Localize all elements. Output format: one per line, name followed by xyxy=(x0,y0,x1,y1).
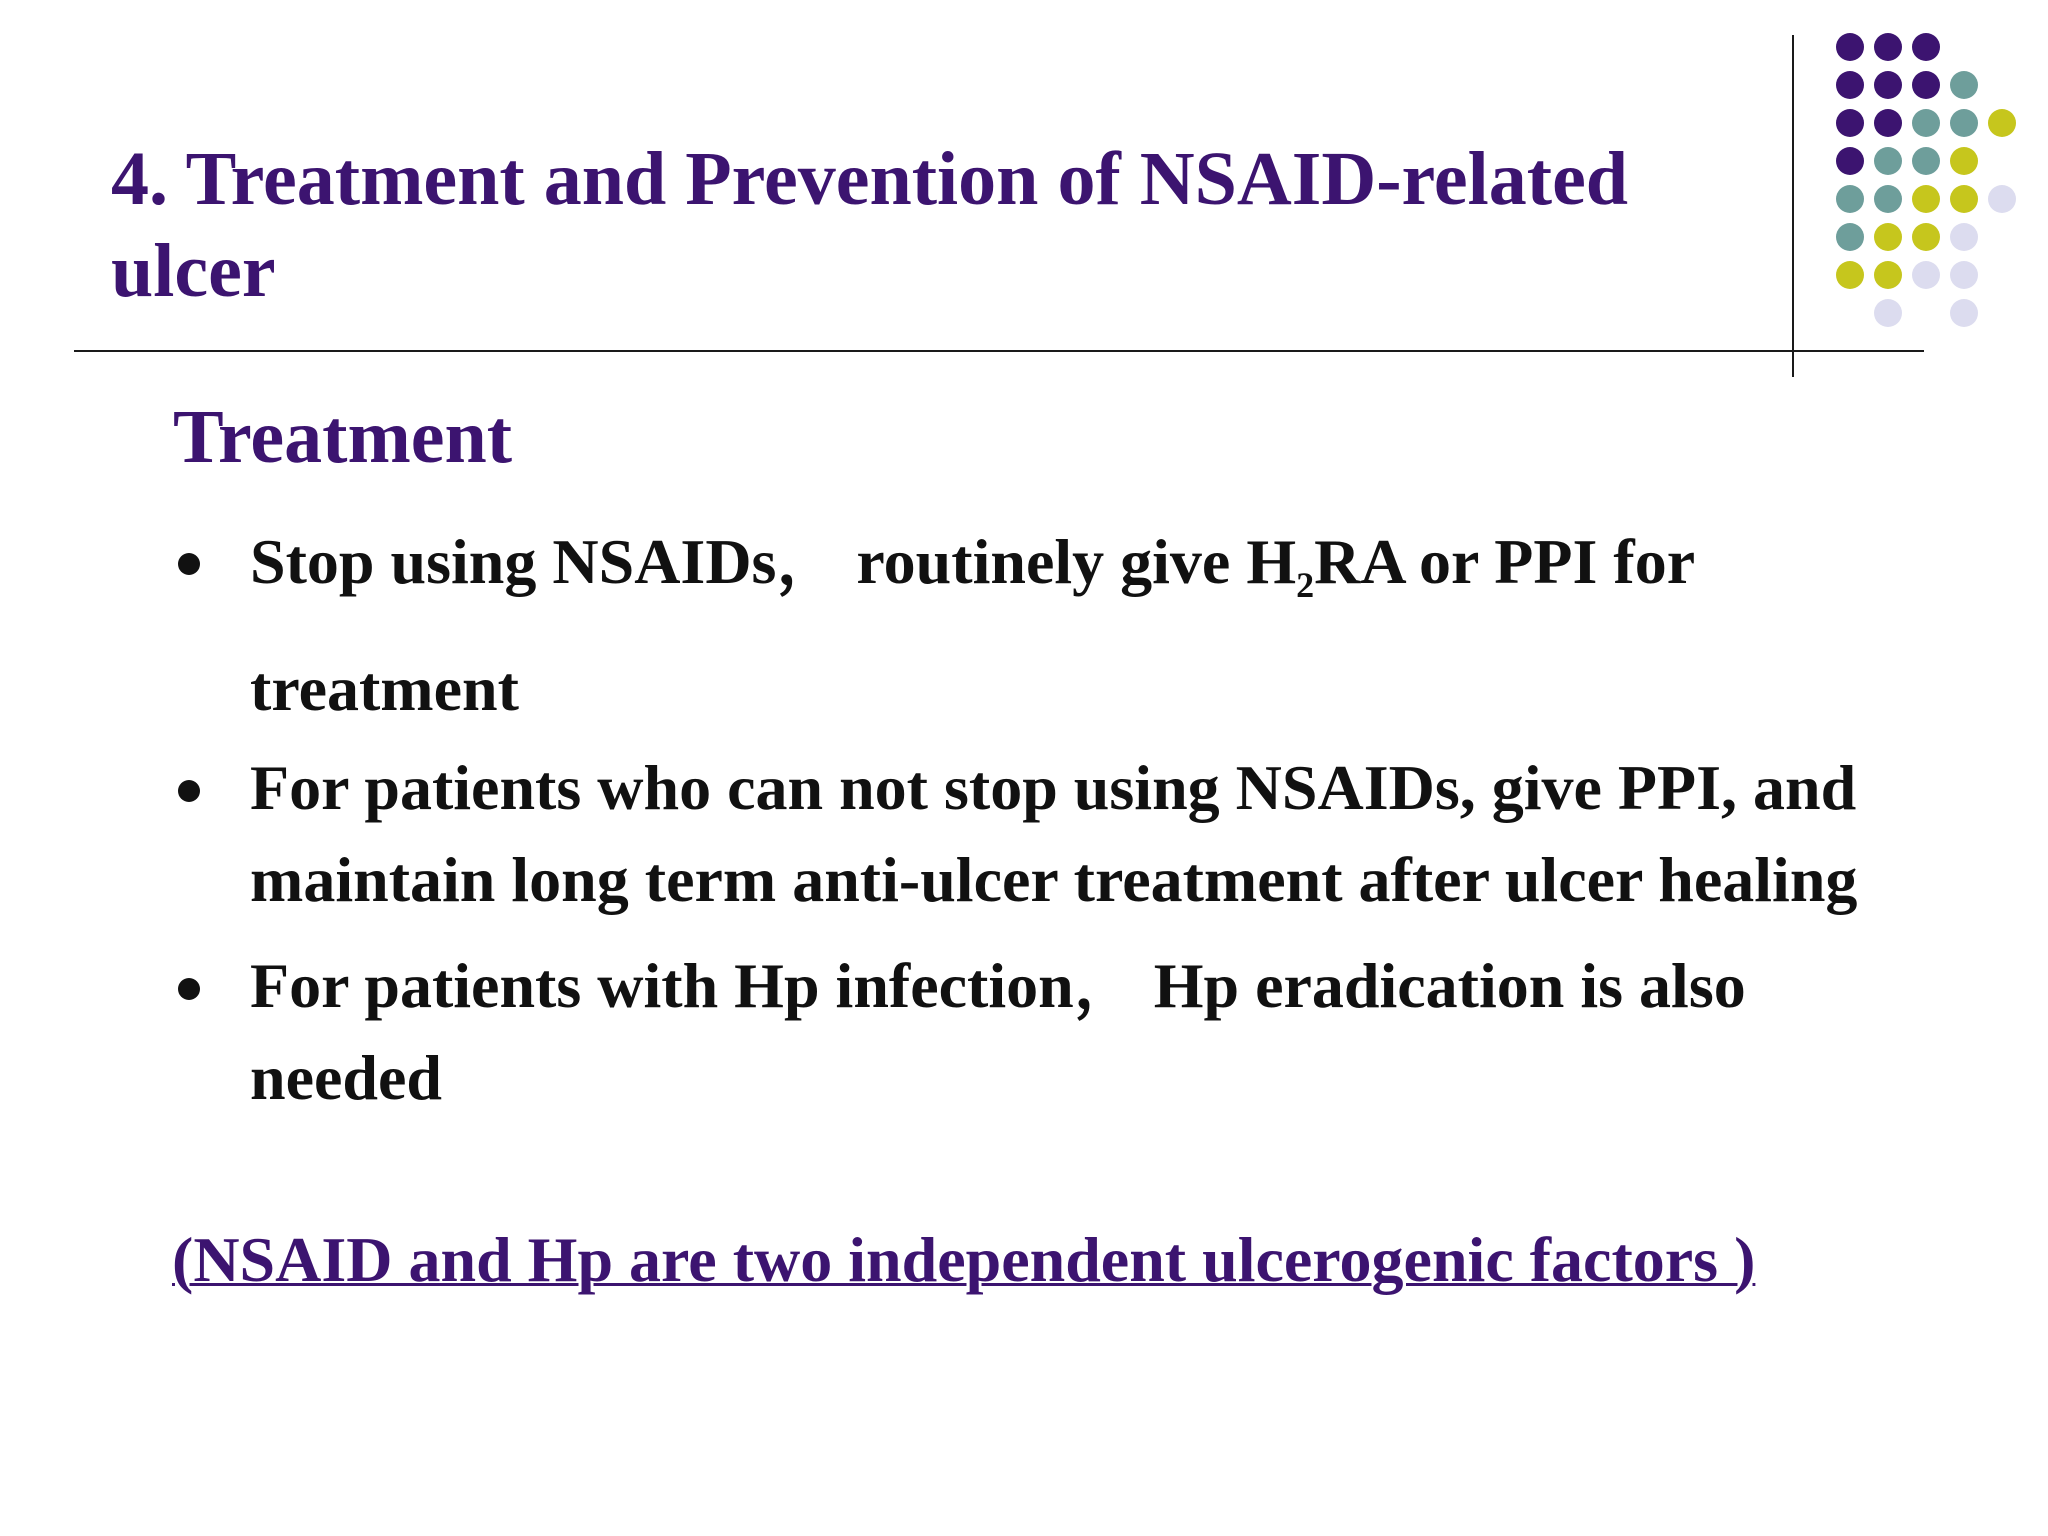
decorative-dot xyxy=(1912,223,1940,251)
decorative-dot xyxy=(1988,109,2016,137)
decorative-dot xyxy=(1874,223,1902,251)
decorative-dot xyxy=(1874,261,1902,289)
decorative-dot xyxy=(1912,185,1940,213)
footnote-link[interactable]: (NSAID and Hp are two independent ulcerogenic factors ) xyxy=(172,1224,1756,1295)
decorative-dot xyxy=(1836,223,1864,251)
bullet-text: For patients with Hp infection， Hp eradication is also needed xyxy=(250,949,1746,1113)
decorative-dot xyxy=(1836,71,1864,99)
decorative-dot xyxy=(1912,261,1940,289)
bullet-text-part: Stop using NSAIDs， routinely give H xyxy=(250,526,1297,597)
decorative-dot xyxy=(1912,147,1940,175)
decorative-dot xyxy=(1950,147,1978,175)
bullet-marker xyxy=(178,780,200,802)
decorative-dot xyxy=(1950,71,1978,99)
decorative-dot xyxy=(1874,71,1902,99)
bullet-marker xyxy=(178,978,200,1000)
decorative-dot xyxy=(1836,185,1864,213)
decorative-dot xyxy=(1912,109,1940,137)
title-divider xyxy=(74,350,1924,352)
decorative-dot xyxy=(1950,185,1978,213)
slide-title: 4. Treatment and Prevention of NSAID-related ulcer xyxy=(111,137,1629,313)
decorative-dot xyxy=(1950,261,1978,289)
bullet-text: For patients who can not stop using NSAIDs, give PPI, and maintain long term anti-ulcer treatment after ulcer healing xyxy=(250,751,1858,915)
decorative-dot xyxy=(1836,147,1864,175)
decorative-dot xyxy=(1912,71,1940,99)
decorative-dot xyxy=(1874,147,1902,175)
decorative-dot xyxy=(1950,299,1978,327)
decorative-dot xyxy=(1874,185,1902,213)
decorative-dot xyxy=(1836,109,1864,137)
subscript: 2 xyxy=(1296,564,1315,605)
vertical-divider xyxy=(1792,35,1794,377)
decorative-dot xyxy=(1912,33,1940,61)
decorative-dot xyxy=(1836,33,1864,61)
bullet-item xyxy=(172,742,1932,926)
decorative-dot xyxy=(1836,261,1864,289)
decorative-dot xyxy=(1950,223,1978,251)
decorative-dot xyxy=(1874,299,1902,327)
bullet-marker xyxy=(178,553,200,575)
dot-grid-decoration xyxy=(1836,33,2026,333)
decorative-dot xyxy=(1950,109,1978,137)
bullet-item xyxy=(172,940,1932,1124)
section-heading: Treatment xyxy=(173,395,513,479)
decorative-dot xyxy=(1988,185,2016,213)
bullet-text-part: RA or PPI for treatment xyxy=(250,526,1694,724)
bullet-list xyxy=(172,510,1932,1124)
decorative-dot xyxy=(1874,109,1902,137)
bullet-item xyxy=(172,510,1932,740)
decorative-dot xyxy=(1874,33,1902,61)
